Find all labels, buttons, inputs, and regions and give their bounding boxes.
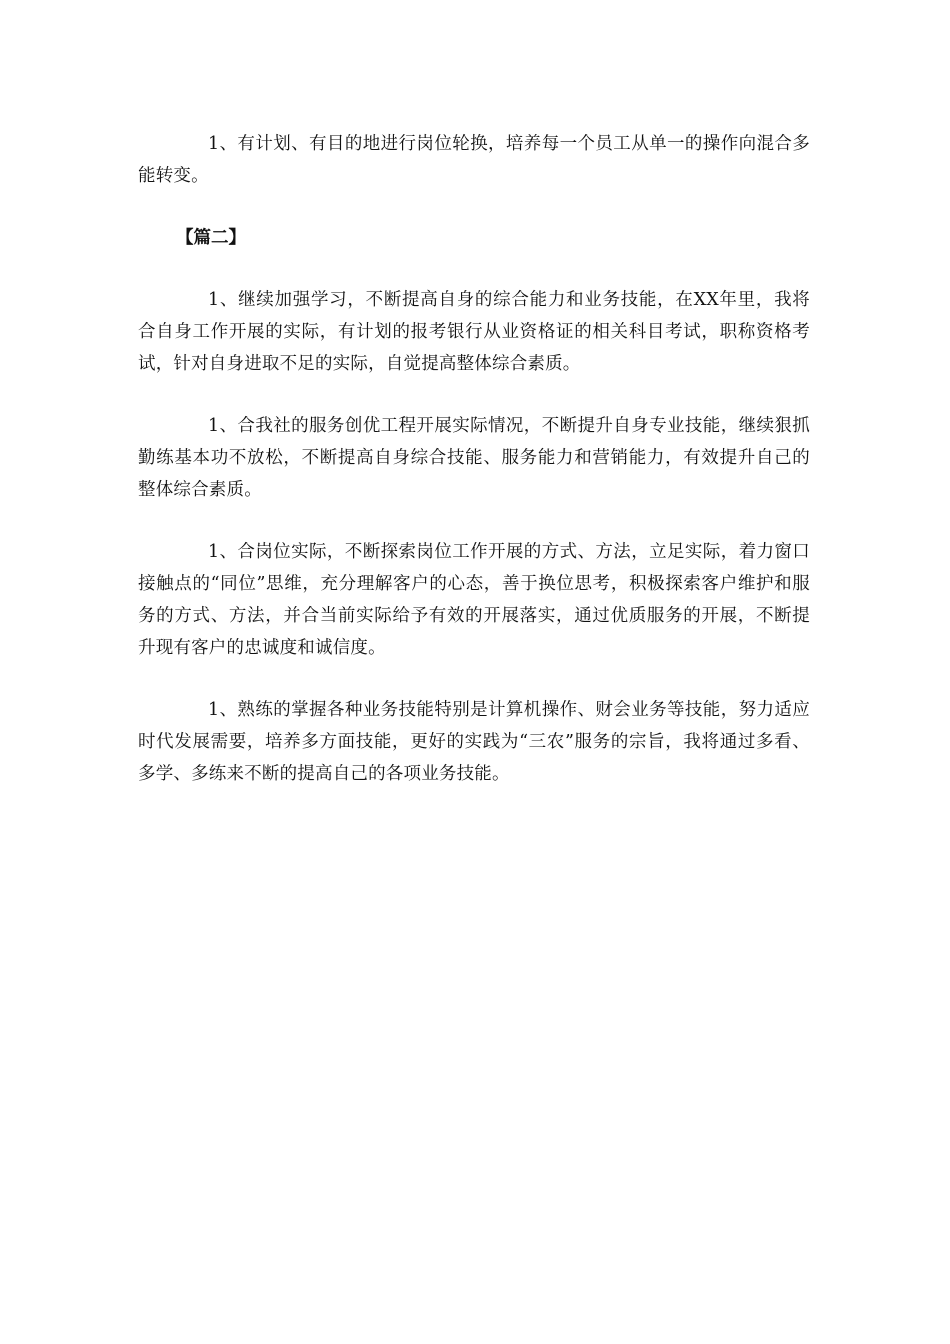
document-body	[138, 128, 810, 820]
paragraph-job-rotation: 1、有计划、有目的地进行岗位轮换，培养每一个员工从单一的操作向混合多能转变。	[138, 134, 810, 186]
paragraph-customer-service: 1、合岗位实际，不断探索岗位工作开展的方式、方法，立足实际，着力窗口接触点的“同位”思维，充分理解客户的心态，善于换位思考，积极探索客户维护和服务的方式、方法，并合当前实际给予有效的开展落实，通过优质服务的开展，不断提升现有客户的忠诚度和诚信度。	[138, 542, 810, 658]
paragraph-business-skills: 1、熟练的掌握各种业务技能特别是计算机操作、财会业务等技能，努力适应时代发展需要，培养多方面技能，更好的实践为“三农”服务的宗旨，我将通过多看、多学、多练来不断的提高自己的各项业务技能。	[138, 700, 810, 784]
paragraph-service-excellence: 1、合我社的服务创优工程开展实际情况，不断提升自身专业技能，继续狠抓勤练基本功不放松，不断提高自身综合技能、服务能力和营销能力，有效提升自己的整体综合素质。	[138, 416, 810, 500]
paragraph-continue-learning: 1、继续加强学习，不断提高自身的综合能力和业务技能，在XX年里，我将合自身工作开展的实际，有计划的报考银行从业资格证的相关科目考试，职称资格考试，针对自身进取不足的实际，自觉提高整体综合素质。	[138, 290, 810, 374]
section-heading: 【篇二】	[176, 228, 246, 248]
